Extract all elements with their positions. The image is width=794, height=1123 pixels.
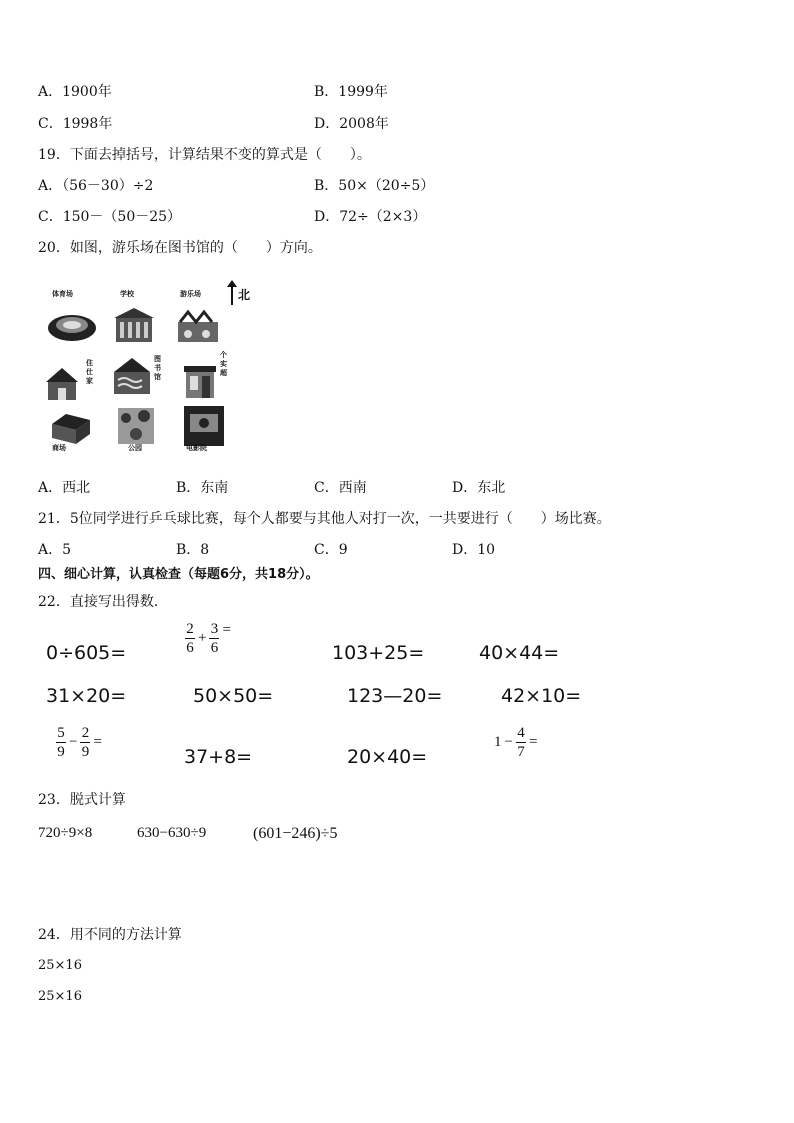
q21-stem: 21．5位同学进行乒乓球比赛，每个人都要与其他人对打一次，一共要进行（ ）场比赛。 bbox=[38, 511, 611, 527]
q19-option-a: A．（56－30）÷2 bbox=[38, 178, 154, 194]
q20-map-figure bbox=[40, 283, 260, 468]
school-icon bbox=[110, 299, 166, 349]
place-label-amusement-park: 游乐场 bbox=[180, 290, 201, 298]
q18-option-d: D．2008年 bbox=[314, 116, 389, 132]
section-heading: 四、细心计算，认真检查（每题6分，共18分）。 bbox=[38, 567, 319, 582]
q20-stem: 20．如图，游乐场在图书馆的（ ）方向。 bbox=[38, 240, 322, 256]
park-icon bbox=[114, 401, 170, 451]
q21-option-b: B．8 bbox=[176, 542, 210, 558]
place-label-residence: 住仕家 bbox=[86, 359, 93, 385]
q18-option-a: A．1900年 bbox=[38, 84, 112, 100]
place-label-mall: 商场 bbox=[52, 444, 66, 452]
q19-stem: 19．下面去掉括号，计算结果不变的算式是（ ）。 bbox=[38, 147, 371, 163]
q22-item-j: 37+8= bbox=[184, 746, 253, 768]
q20-option-a: A．西北 bbox=[38, 480, 91, 496]
q24-stem: 24．用不同的方法计算 bbox=[38, 927, 182, 943]
q23-expr-2: 630−630÷9 bbox=[137, 825, 207, 841]
q22-item-h: 42×10= bbox=[501, 685, 582, 707]
q18-option-c: C．1998年 bbox=[38, 116, 113, 132]
place-label-store: 个实超 bbox=[220, 351, 227, 377]
stadium-icon bbox=[46, 299, 102, 349]
q22-item-f: 50×50= bbox=[193, 685, 274, 707]
q22-item-k: 20×40= bbox=[347, 746, 428, 768]
place-label-library: 图书馆 bbox=[154, 355, 161, 381]
q20-option-c: C．西南 bbox=[314, 480, 367, 496]
amusement-park-icon bbox=[174, 299, 230, 349]
q24-line-2: 25×16 bbox=[38, 989, 82, 1004]
q22-item-i: 5 9 − 2 9 = bbox=[57, 725, 102, 760]
q24-line-1: 25×16 bbox=[38, 958, 82, 973]
place-label-stadium: 体育场 bbox=[52, 290, 73, 298]
q22-item-d: 40×44= bbox=[479, 642, 560, 664]
q22-item-e: 31×20= bbox=[46, 685, 127, 707]
q22-item-l: 1 − 4 7 = bbox=[494, 725, 538, 760]
q20-option-d: D．东北 bbox=[452, 480, 506, 496]
q20-option-b: B．东南 bbox=[176, 480, 229, 496]
q22-item-a: 0÷605= bbox=[46, 642, 127, 664]
place-label-park: 公园 bbox=[128, 444, 142, 452]
q22-item-g: 123—20= bbox=[347, 685, 443, 707]
q21-option-c: C．9 bbox=[314, 542, 348, 558]
q19-option-b: B．50×（20÷5） bbox=[314, 178, 435, 194]
q19-option-c: C．150－（50－25） bbox=[38, 209, 182, 225]
q19-option-d: D．72÷（2×3） bbox=[314, 209, 427, 225]
place-label-school: 学校 bbox=[120, 290, 134, 298]
q23-stem: 23．脱式计算 bbox=[38, 792, 126, 808]
q22-item-b: 2 6 + 3 6 = bbox=[186, 621, 231, 656]
north-arrow-head-icon bbox=[227, 280, 237, 287]
place-label-cinema: 电影院 bbox=[186, 444, 207, 452]
q22-item-c: 103+25= bbox=[332, 642, 425, 664]
q18-option-b: B．1999年 bbox=[314, 84, 388, 100]
north-label: 北 bbox=[238, 288, 251, 302]
q21-option-d: D．10 bbox=[452, 542, 496, 558]
q23-expr-1: 720÷9×8 bbox=[38, 825, 93, 841]
q22-stem: 22．直接写出得数． bbox=[38, 594, 168, 610]
q21-option-a: A．5 bbox=[38, 542, 72, 558]
q23-expr-3: (601−246)÷5 bbox=[253, 825, 338, 842]
